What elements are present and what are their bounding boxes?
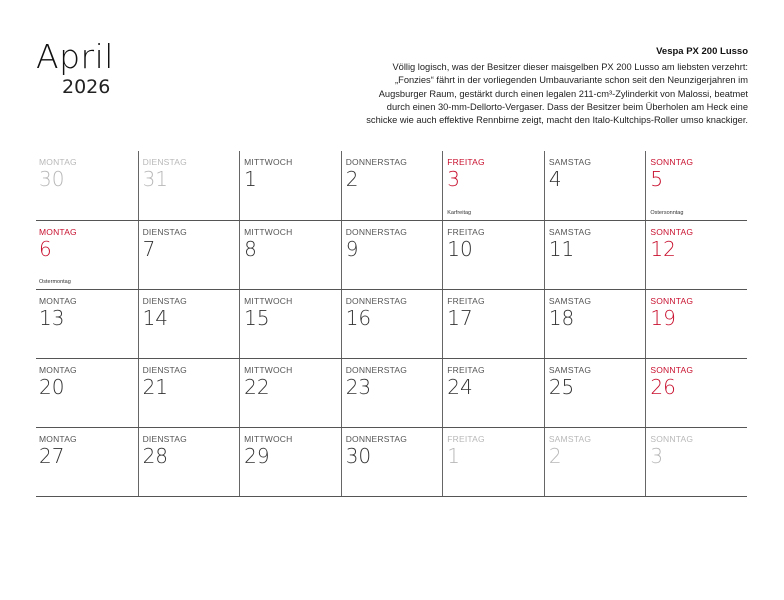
caption-line: Völlig logisch, was der Besitzer dieser maisgelben PX 200 Lusso am liebsten verzehrt:: [392, 62, 748, 72]
calendar-day-cell: [138, 359, 240, 427]
calendar-week-row: [36, 151, 747, 221]
caption-line: „Fonzies“ fährt in der vorliegenden Umbauvariante schon seit den Neunzigerjahren im: [395, 75, 748, 86]
day-number: 6: [39, 237, 52, 261]
calendar-week-row: [36, 290, 747, 359]
day-number: 15: [244, 306, 270, 330]
calendar-week-row: [36, 428, 747, 497]
day-number: 11: [548, 237, 575, 261]
weekday-label: MONTAG: [39, 365, 77, 375]
calendar-day-cell: [36, 151, 138, 220]
calendar-day-cell: [544, 290, 646, 358]
caption-block: [338, 46, 748, 127]
day-number: 21: [142, 375, 169, 399]
calendar-day-cell: [138, 151, 240, 220]
calendar-day-cell: [138, 290, 240, 358]
weekday-label: SAMSTAG: [548, 157, 592, 167]
calendar-day-cell: [36, 290, 138, 358]
weekday-label: MITTWOCH: [244, 296, 293, 306]
calendar-day-cell: [544, 151, 646, 220]
caption-line: Augsburger Raum, gestärkt durch einen legalen 211-cm³-Zylinderkit von Malossi, beatmet: [378, 88, 748, 99]
day-number: 3: [447, 167, 460, 191]
calendar-week-row: [36, 359, 747, 428]
holiday-label: Ostermontag: [39, 279, 71, 285]
day-number: 8: [244, 237, 257, 261]
calendar-day-cell: [645, 221, 747, 289]
caption-text: [338, 61, 748, 127]
weekday-label: MONTAG: [39, 434, 77, 444]
month-title: April: [36, 37, 114, 76]
day-number: 3: [650, 444, 664, 468]
calendar-day-cell: [341, 221, 443, 289]
weekday-label: DONNERSTAG: [345, 434, 408, 444]
day-number: 19: [650, 306, 676, 330]
weekday-label: MITTWOCH: [244, 227, 293, 237]
day-number: 27: [39, 444, 65, 468]
weekday-label: DIENSTAG: [142, 157, 187, 167]
day-number: 31: [142, 167, 169, 191]
day-number: 30: [345, 444, 372, 468]
day-number: 10: [447, 237, 473, 261]
weekday-label: FREITAG: [447, 365, 485, 375]
weekday-label: MITTWOCH: [244, 434, 293, 444]
caption-title: Vespa PX 200 Lusso: [656, 46, 748, 57]
year-label: 2026: [62, 76, 111, 98]
calendar-day-cell: [544, 359, 646, 427]
calendar-day-cell: [36, 428, 138, 496]
day-number: 9: [345, 237, 359, 261]
calendar-day-cell: [341, 359, 443, 427]
weekday-label: DONNERSTAG: [345, 227, 408, 237]
calendar-day-cell: [442, 290, 544, 358]
day-number: 1: [244, 167, 257, 191]
calendar-day-cell: [645, 290, 747, 358]
holiday-label: Karfreitag: [447, 210, 472, 216]
day-number: 24: [447, 375, 473, 399]
weekday-label: DONNERSTAG: [345, 157, 408, 167]
calendar-day-cell: [544, 221, 646, 289]
caption-line: schicke wie auch effektive Rennbirne zeigt, macht den Italo-Kultchips-Roller umso knackiger.: [366, 115, 748, 126]
weekday-label: DIENSTAG: [142, 227, 187, 237]
day-number: 2: [548, 444, 562, 468]
day-number: 13: [39, 306, 65, 330]
weekday-label: SONNTAG: [650, 434, 694, 444]
calendar-week-row: [36, 221, 747, 290]
weekday-label: DONNERSTAG: [345, 365, 408, 375]
weekday-label: FREITAG: [447, 227, 485, 237]
day-number: 30: [39, 167, 65, 191]
calendar-day-cell: [645, 428, 747, 496]
weekday-label: FREITAG: [447, 157, 485, 167]
weekday-label: FREITAG: [447, 296, 485, 306]
calendar-day-cell: [645, 359, 747, 427]
day-number: 14: [142, 306, 169, 330]
weekday-label: MONTAG: [39, 157, 77, 167]
calendar-day-cell: [138, 221, 240, 289]
calendar-day-cell: [239, 290, 341, 358]
day-number: 28: [142, 444, 169, 468]
calendar-day-cell: [239, 359, 341, 427]
day-number: 22: [244, 375, 270, 399]
calendar-day-cell: [544, 428, 646, 496]
weekday-label: DONNERSTAG: [345, 296, 408, 306]
weekday-label: SONNTAG: [650, 227, 694, 237]
day-number: 20: [39, 375, 65, 399]
day-number: 4: [548, 167, 562, 191]
holiday-label: Ostersonntag: [650, 210, 684, 216]
weekday-label: MITTWOCH: [244, 365, 293, 375]
calendar-day-cell: [239, 221, 341, 289]
day-number: 29: [244, 444, 270, 468]
day-number: 2: [345, 167, 359, 191]
day-number: 18: [548, 306, 575, 330]
weekday-label: FREITAG: [447, 434, 485, 444]
calendar-day-cell: [442, 428, 544, 496]
weekday-label: SAMSTAG: [548, 365, 592, 375]
weekday-label: SAMSTAG: [548, 227, 592, 237]
calendar-day-cell: [442, 221, 544, 289]
day-number: 12: [650, 237, 676, 261]
weekday-label: DIENSTAG: [142, 296, 187, 306]
calendar-day-cell: [138, 428, 240, 496]
calendar-day-cell: [239, 151, 341, 220]
day-number: 17: [447, 306, 473, 330]
calendar-day-cell: [36, 359, 138, 427]
weekday-label: MONTAG: [39, 296, 77, 306]
calendar-day-cell: [341, 151, 443, 220]
weekday-label: SONNTAG: [650, 365, 694, 375]
day-number: 16: [345, 306, 372, 330]
day-number: 7: [142, 237, 156, 261]
weekday-label: SAMSTAG: [548, 296, 592, 306]
day-number: 25: [548, 375, 575, 399]
day-number: 23: [345, 375, 372, 399]
calendar-day-cell: [442, 359, 544, 427]
weekday-label: SONNTAG: [650, 157, 694, 167]
day-number: 1: [447, 444, 460, 468]
calendar-grid: [36, 151, 747, 497]
calendar-day-cell: [442, 151, 544, 220]
weekday-label: SAMSTAG: [548, 434, 592, 444]
caption-line: durch einen 30-mm-Dellorto-Vergaser. Dass der Besitzer beim Überholen am Heck eine: [386, 101, 748, 112]
day-number: 5: [650, 167, 664, 191]
calendar-day-cell: [341, 290, 443, 358]
calendar-day-cell: [645, 151, 747, 220]
calendar-day-cell: [341, 428, 443, 496]
calendar-day-cell: [239, 428, 341, 496]
day-number: 26: [650, 375, 676, 399]
weekday-label: MITTWOCH: [244, 157, 293, 167]
calendar-day-cell: [36, 221, 138, 289]
weekday-label: MONTAG: [39, 227, 77, 237]
weekday-label: SONNTAG: [650, 296, 694, 306]
weekday-label: DIENSTAG: [142, 365, 187, 375]
weekday-label: DIENSTAG: [142, 434, 187, 444]
